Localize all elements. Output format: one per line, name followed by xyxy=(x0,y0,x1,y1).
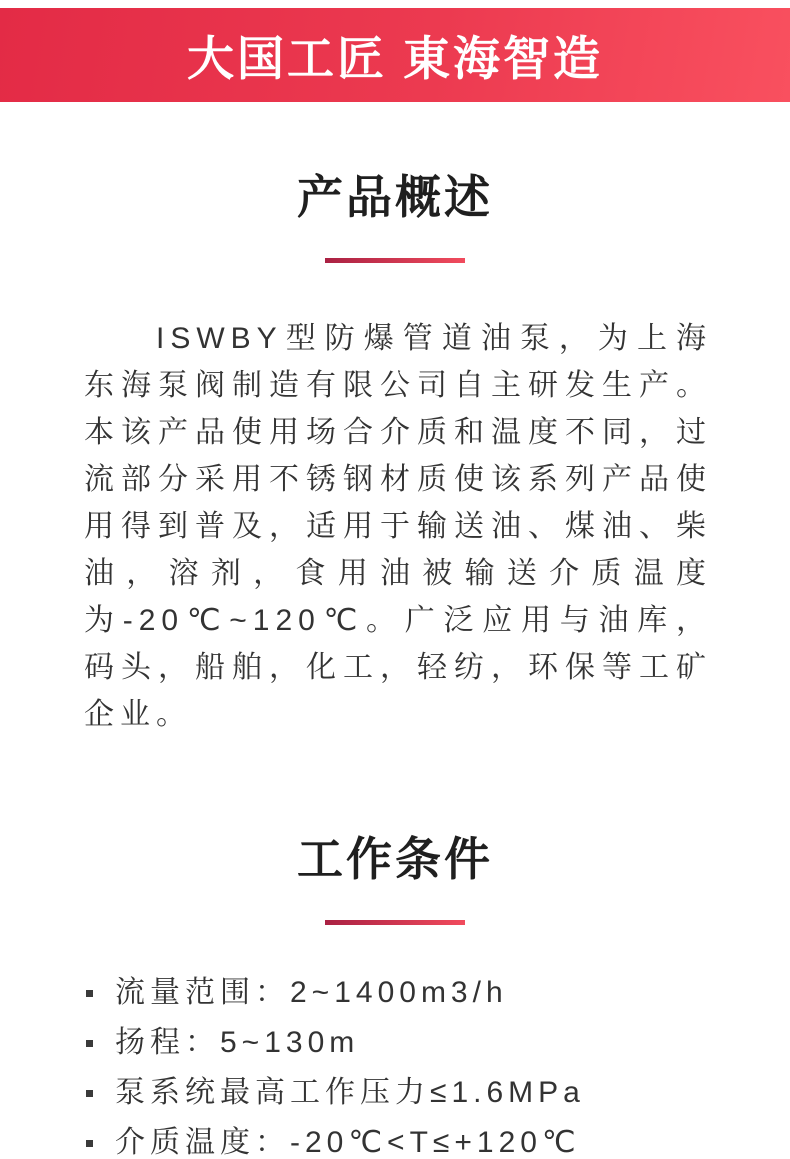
product-overview-paragraph: ISWBY型防爆管道油泵，为上海东海泵阀制造有限公司自主研发生产。本该产品使用场合介质和温度不同，过流部分采用不锈钢材质使该系列产品使用得到普及，适用于输送油、煤油、柴油，溶剂，食用油被输送介质温度为-20℃~120℃。广泛应用与油库，码头，船舶，化工，轻纺，环保等工矿企业。 xyxy=(84,322,712,732)
working-conditions-list xyxy=(86,977,790,1158)
list-item xyxy=(86,977,790,1008)
list-item xyxy=(86,1077,790,1108)
section-heading-working-conditions: 工作条件 xyxy=(297,833,493,886)
brand-banner xyxy=(0,8,790,102)
list-item xyxy=(86,1127,790,1158)
list-item-label: 介质温度：-20℃<T≤+120℃ xyxy=(115,1126,581,1159)
heading-underline xyxy=(325,920,465,925)
list-item xyxy=(86,1027,790,1058)
bullet-icon xyxy=(86,990,93,997)
product-detail-page xyxy=(0,8,790,1159)
list-item-label: 泵系统最高工作压力≤1.6MPa xyxy=(115,1076,585,1110)
heading-underline xyxy=(325,258,465,263)
list-item-label: 流量范围：2~1400m3/h xyxy=(115,976,508,1010)
bullet-icon xyxy=(86,1140,93,1147)
bullet-icon xyxy=(86,1090,93,1097)
brand-banner-title: 大国工匠 東海智造 xyxy=(186,31,604,85)
bullet-icon xyxy=(86,1040,93,1047)
section-heading-product-overview: 产品概述 xyxy=(297,171,493,223)
list-item-label: 扬程：5~130m xyxy=(115,1026,360,1060)
